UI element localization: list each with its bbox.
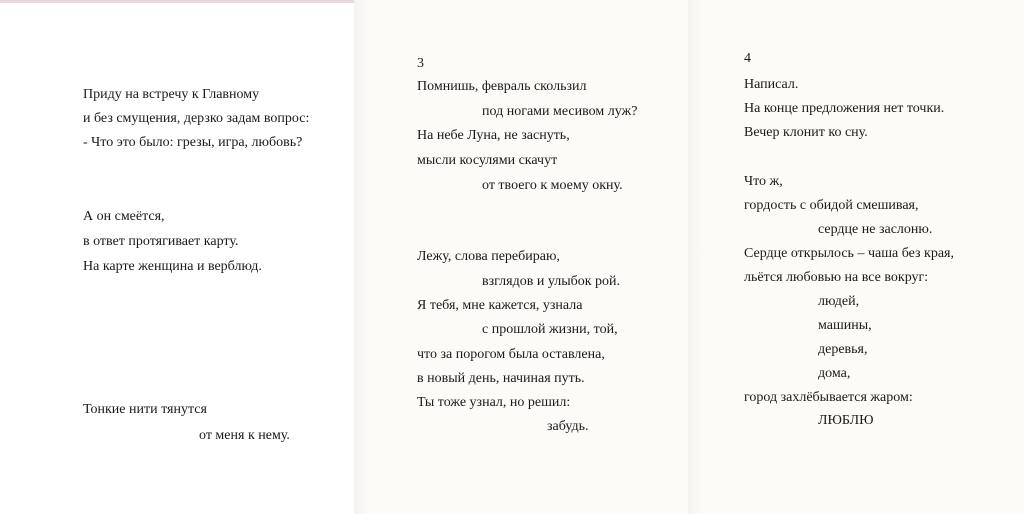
poem-line: Помнишь, февраль скользил: [417, 79, 587, 94]
poem-line: в новый день, начиная путь.: [417, 371, 585, 386]
poem-line: - Что это было: грезы, игра, любовь?: [83, 135, 303, 150]
poem-line: Что ж,: [744, 174, 783, 189]
poem-line: забудь.: [547, 419, 589, 434]
poem-line: под ногами месивом луж?: [482, 104, 638, 119]
poem-line: Лежу, слова перебираю,: [417, 249, 560, 264]
poem-line: Вечер клонит ко сну.: [744, 125, 868, 140]
gutter-shadow: [688, 0, 702, 514]
poem-line: Написал.: [744, 77, 799, 92]
poem-line: На небе Луна, не заснуть,: [417, 128, 570, 143]
poem-line: и без смущения, дерзко задам вопрос:: [83, 111, 310, 126]
poem-line: Тонкие нити тянутся: [83, 402, 207, 417]
page-right: [688, 0, 1024, 514]
poem-line: в ответ протягивает карту.: [83, 234, 239, 249]
poem-line: Ты тоже узнал, но решил:: [417, 395, 571, 410]
poem-line: ЛЮБЛЮ: [818, 413, 874, 428]
page-left: [0, 0, 354, 514]
poem-line: гордость с обидой смешивая,: [744, 198, 919, 213]
poem-line: машины,: [818, 318, 872, 333]
poem-line: мысли косулями скачут: [417, 153, 558, 168]
poem-line: Сердце открылось – чаша без края,: [744, 246, 954, 261]
poem-line: деревья,: [818, 342, 868, 357]
poem-line: что за порогом была оставлена,: [417, 347, 605, 362]
poem-line: от твоего к моему окну.: [482, 178, 623, 193]
page-number: 3: [417, 56, 424, 71]
poem-line: На карте женщина и верблюд.: [83, 259, 262, 274]
poem-line: людей,: [818, 294, 860, 309]
poem-line: от меня к нему.: [199, 428, 290, 443]
poem-line: дома,: [818, 366, 851, 381]
poem-line: сердце не заслоню.: [818, 222, 933, 237]
poem-line: взглядов и улыбок рой.: [482, 274, 621, 289]
poem-line: А он смеётся,: [83, 209, 165, 224]
poem-line: Я тебя, мне кажется, узнала: [417, 298, 583, 313]
poem-line: На конце предложения нет точки.: [744, 101, 945, 116]
poem-line: льётся любовью на все вокруг:: [744, 270, 929, 285]
page-number: 4: [744, 51, 751, 66]
poem-line: город захлёбывается жаром:: [744, 390, 913, 405]
gutter-shadow: [354, 0, 368, 514]
poem-line: с прошлой жизни, той,: [482, 322, 618, 337]
page-middle: [354, 0, 688, 514]
poem-line: Приду на встречу к Главному: [83, 87, 260, 102]
top-edge-stripe: [0, 0, 354, 3]
